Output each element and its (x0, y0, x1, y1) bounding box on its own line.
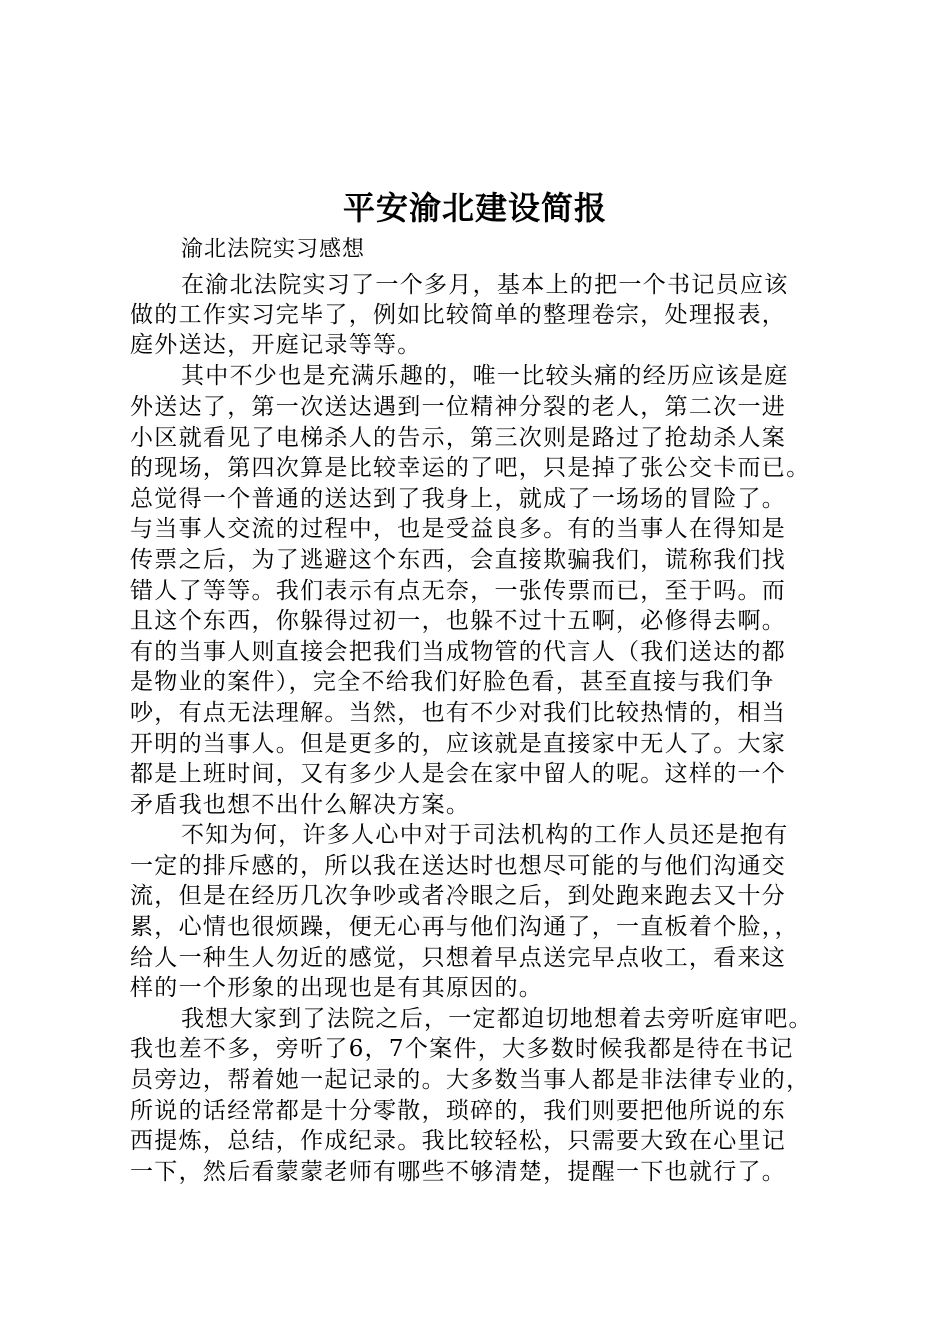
paragraph-line: 所说的话经常都是十分零散，琐碎的，我们则要把他所说的东 (130, 1098, 787, 1124)
paragraph-line: 小区就看见了电梯杀人的告示，第三次则是路过了抢劫杀人案 (130, 425, 787, 451)
paragraph-line: 我也差不多，旁听了6，7个案件，大多数时候我都是待在书记 (130, 1036, 794, 1062)
paragraph-line: 传票之后，为了逃避这个东西，会直接欺骗我们，谎称我们找 (130, 547, 787, 573)
paragraph-line: 一下，然后看蒙蒙老师有哪些不够清楚，提醒一下也就行了。 (130, 1159, 787, 1185)
paragraph-line: 的现场，第四次算是比较幸运的了吧，只是掉了张公交卡而已。 (130, 455, 811, 481)
document-title: 平安渝北建设简报 (342, 189, 607, 227)
paragraph-line: 在渝北法院实习了一个多月，基本上的把一个书记员应该 (181, 272, 789, 298)
paragraph-line: 总觉得一个普通的送达到了我身上，就成了一场场的冒险了。 (130, 486, 787, 512)
paragraph-line: 都是上班时间，又有多少人是会在家中留人的呢。这样的一个 (130, 761, 787, 787)
paragraph-line: 吵，有点无法理解。当然，也有不少对我们比较热情的，相当 (130, 700, 787, 726)
paragraph-line: 一定的排斥感的，所以我在送达时也想尽可能的与他们沟通交 (130, 853, 787, 879)
paragraph-line: 有的当事人则直接会把我们当成物管的代言人（我们送达的都 (130, 639, 787, 665)
paragraph-line: 样的一个形象的出现也是有其原因的。 (130, 975, 544, 1001)
paragraph-line: 流，但是在经历几次争吵或者冷眼之后，到处跑来跑去又十分 (130, 883, 787, 909)
paragraph-line: 不知为何，许多人心中对于司法机构的工作人员还是抱有 (181, 822, 789, 848)
paragraph-line: 外送达了，第一次送达遇到一位精神分裂的老人，第二次一进 (130, 394, 787, 420)
paragraph-line: 庭外送达，开庭记录等等。 (130, 332, 422, 358)
paragraph-line: 与当事人交流的过程中，也是受益良多。有的当事人在得知是 (130, 516, 787, 542)
paragraph-line: 累，心情也很烦躁，便无心再与他们沟通了，一直板着个脸，， (130, 914, 799, 940)
document-subtitle: 渝北法院实习感想 (181, 237, 366, 262)
paragraph-line: 开明的当事人。但是更多的，应该就是直接家中无人了。大家 (130, 731, 787, 757)
paragraph-line: 且这个东西，你躲得过初一，也躲不过十五啊，必修得去啊。 (130, 608, 787, 634)
paragraph-line: 西提炼，总结，作成纪录。我比较轻松，只需要大致在心里记 (130, 1128, 787, 1154)
paragraph-line: 其中不少也是充满乐趣的，唯一比较头痛的经历应该是庭 (181, 363, 789, 389)
paragraph-line: 我想大家到了法院之后，一定都迫切地想着去旁听庭审吧。 (181, 1006, 813, 1032)
paragraph-line: 给人一种生人勿近的感觉，只想着早点送完早点收工，看来这 (130, 945, 787, 971)
paragraph-line: 是物业的案件），完全不给我们好脸色看，甚至直接与我们争 (130, 669, 775, 695)
paragraph-line: 员旁边，帮着她一起记录的。大多数当事人都是非法律专业的， (130, 1067, 811, 1093)
paragraph-line: 矛盾我也想不出什么解决方案。 (130, 792, 471, 818)
paragraph-line: 做的工作实习完毕了，例如比较简单的整理卷宗，处理报表， (130, 302, 787, 328)
paragraph-line: 错人了等等。我们表示有点无奈，一张传票而已，至于吗。而 (130, 578, 787, 604)
